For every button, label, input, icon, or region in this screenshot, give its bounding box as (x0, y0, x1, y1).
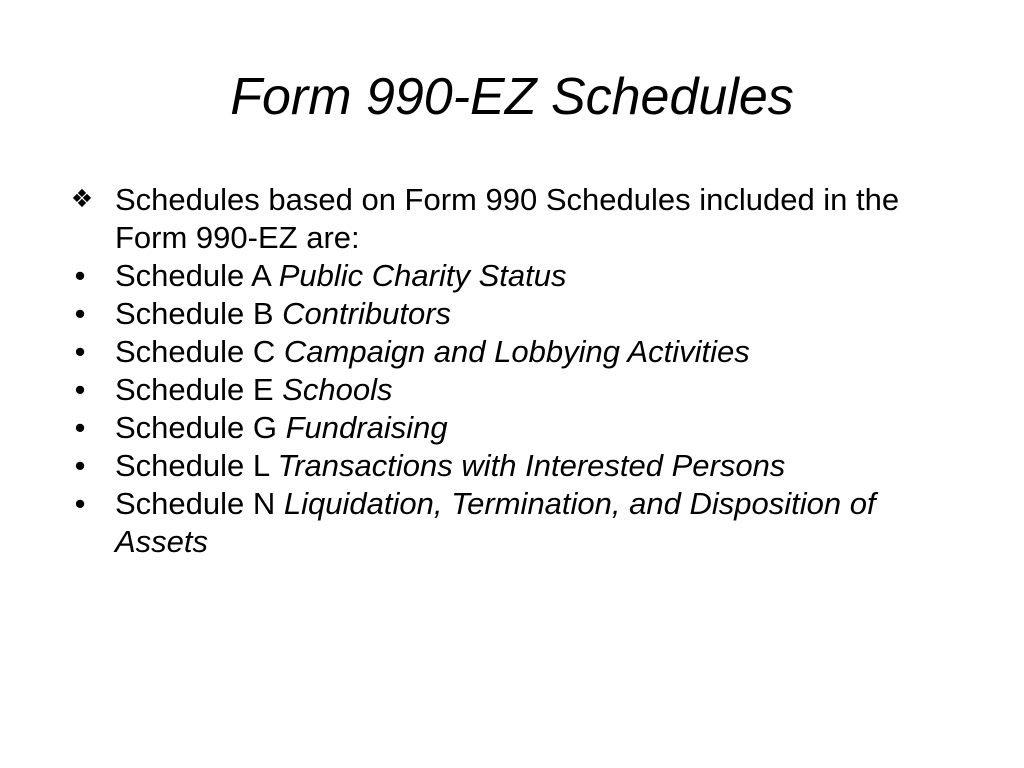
bullet-icon: • (74, 296, 86, 331)
schedule-name: Schedule A (115, 258, 279, 293)
schedule-description: Campaign and Lobbying Activities (283, 334, 750, 369)
list-item-schedule-a (60, 257, 960, 295)
schedule-description: Public Charity Status (278, 258, 567, 293)
list-item-schedule-g (60, 409, 960, 447)
schedule-description: Liquidation, Termination, and Disposition of Assets (115, 486, 876, 559)
schedule-name: Schedule E (115, 372, 283, 407)
intro-text: Schedules based on Form 990 Schedules included in the Form 990-EZ are: (115, 182, 900, 255)
intro-item (60, 181, 960, 257)
schedule-description: Transactions with Interested Persons (277, 448, 786, 483)
list-item-schedule-c (60, 333, 960, 371)
schedule-list (60, 181, 960, 561)
schedule-description: Contributors (282, 296, 452, 331)
schedule-name: Schedule C (115, 334, 284, 369)
slide-title: Form 990-EZ Schedules (230, 68, 794, 126)
bullet-icon: • (74, 334, 86, 369)
schedule-name: Schedule N (115, 486, 284, 521)
bullet-icon: • (74, 486, 86, 521)
bullet-icon: • (74, 372, 86, 407)
list-item-schedule-n (60, 485, 960, 561)
diamond-bullet-icon: ❖ (70, 185, 94, 213)
list-item-schedule-e (60, 371, 960, 409)
list-item-schedule-l (60, 447, 960, 485)
schedule-name: Schedule B (115, 296, 283, 331)
schedule-description: Fundraising (285, 410, 448, 445)
bullet-icon: • (74, 448, 86, 483)
schedule-description: Schools (282, 372, 393, 407)
list-item-schedule-b (60, 295, 960, 333)
bullet-icon: • (74, 410, 86, 445)
bullet-icon: • (74, 258, 86, 293)
schedule-name: Schedule L (115, 448, 278, 483)
schedule-name: Schedule G (115, 410, 286, 445)
